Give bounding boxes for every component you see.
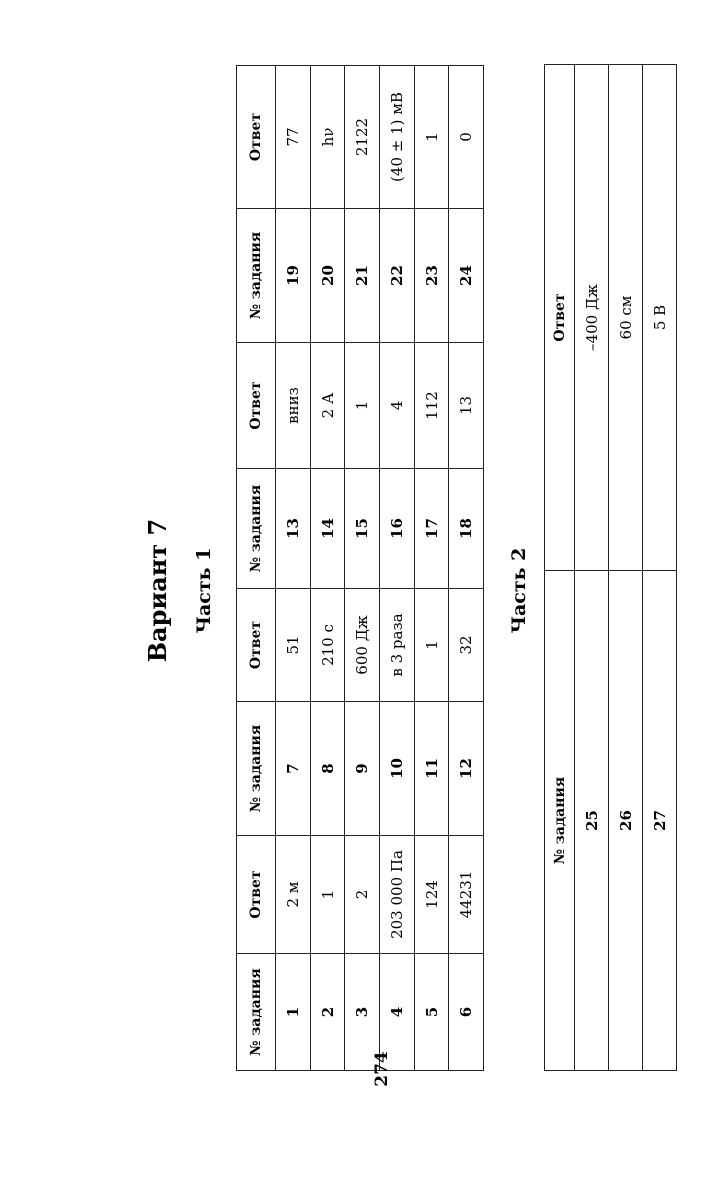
answer-cell: 0 (449, 66, 484, 209)
answer-cell: 1 (414, 66, 449, 209)
table-row (414, 66, 449, 1071)
task-number-cell: 11 (414, 702, 449, 836)
table-row (575, 65, 609, 1071)
variant-title: Вариант 7 (143, 518, 172, 663)
table-row (380, 66, 415, 1071)
task-number-cell: 9 (345, 702, 380, 836)
task-number-header: № задания (237, 702, 276, 836)
answer-cell: 2 (345, 836, 380, 954)
task-number-cell: 2 (310, 954, 345, 1071)
task-number-header: № задания (237, 469, 276, 589)
answer-cell: 600 Дж (345, 589, 380, 702)
page-number: 274 (372, 1051, 392, 1087)
task-number-cell: 27 (643, 571, 677, 1071)
answer-cell: (40 ± 1) мВ (380, 66, 415, 209)
task-number-cell: 10 (380, 702, 415, 836)
answer-cell: 4 (380, 343, 415, 469)
part1-title: Часть 1 (193, 547, 215, 634)
answer-header: Ответ (545, 65, 575, 571)
part2-answer-table (544, 64, 677, 1071)
answer-header: Ответ (237, 836, 276, 954)
part1-answer-table (236, 65, 484, 1071)
answer-cell: 32 (449, 589, 484, 702)
task-number-cell: 20 (310, 209, 345, 343)
answer-cell: hν (310, 66, 345, 209)
part2-title: Часть 2 (508, 547, 530, 634)
answer-cell: в 3 раза (380, 589, 415, 702)
answer-header: Ответ (237, 589, 276, 702)
table-row (276, 66, 311, 1071)
answer-cell: 203 000 Па (380, 836, 415, 954)
answer-header: Ответ (237, 343, 276, 469)
answer-cell: 1 (310, 836, 345, 954)
answer-cell: 77 (276, 66, 311, 209)
table-row (643, 65, 677, 1071)
task-number-cell: 21 (345, 209, 380, 343)
answer-cell: 2 А (310, 343, 345, 469)
task-number-header: № задания (237, 209, 276, 343)
answer-cell: 13 (449, 343, 484, 469)
task-number-cell: 3 (345, 954, 380, 1071)
task-number-cell: 25 (575, 571, 609, 1071)
answer-header: Ответ (237, 66, 276, 209)
answer-cell: 2122 (345, 66, 380, 209)
task-number-cell: 5 (414, 954, 449, 1071)
task-number-header: № задания (237, 954, 276, 1071)
answer-cell: 51 (276, 589, 311, 702)
answer-cell: 1 (345, 343, 380, 469)
task-number-cell: 18 (449, 469, 484, 589)
task-number-cell: 6 (449, 954, 484, 1071)
answer-cell: 1 (414, 589, 449, 702)
answer-cell: 112 (414, 343, 449, 469)
answer-cell: 124 (414, 836, 449, 954)
answer-cell: 5 В (643, 65, 677, 571)
task-number-cell: 16 (380, 469, 415, 589)
task-number-cell: 7 (276, 702, 311, 836)
part1-header-row (237, 66, 276, 1071)
table-row (345, 66, 380, 1071)
table-row (609, 65, 643, 1071)
task-number-cell: 26 (609, 571, 643, 1071)
task-number-cell: 17 (414, 469, 449, 589)
task-number-cell: 4 (380, 954, 415, 1071)
answer-cell: вниз (276, 343, 311, 469)
task-number-cell: 13 (276, 469, 311, 589)
task-number-cell: 12 (449, 702, 484, 836)
table-row (310, 66, 345, 1071)
task-number-cell: 22 (380, 209, 415, 343)
table-row (449, 66, 484, 1071)
answer-cell: 44231 (449, 836, 484, 954)
task-number-cell: 19 (276, 209, 311, 343)
task-number-cell: 14 (310, 469, 345, 589)
task-number-header: № задания (545, 571, 575, 1071)
task-number-cell: 15 (345, 469, 380, 589)
part2-header-row (545, 65, 575, 1071)
task-number-cell: 23 (414, 209, 449, 343)
task-number-cell: 8 (310, 702, 345, 836)
answer-cell: 2 м (276, 836, 311, 954)
answer-cell: 60 см (609, 65, 643, 571)
task-number-cell: 24 (449, 209, 484, 343)
answer-cell: –400 Дж (575, 65, 609, 571)
answer-cell: 210 с (310, 589, 345, 702)
task-number-cell: 1 (276, 954, 311, 1071)
